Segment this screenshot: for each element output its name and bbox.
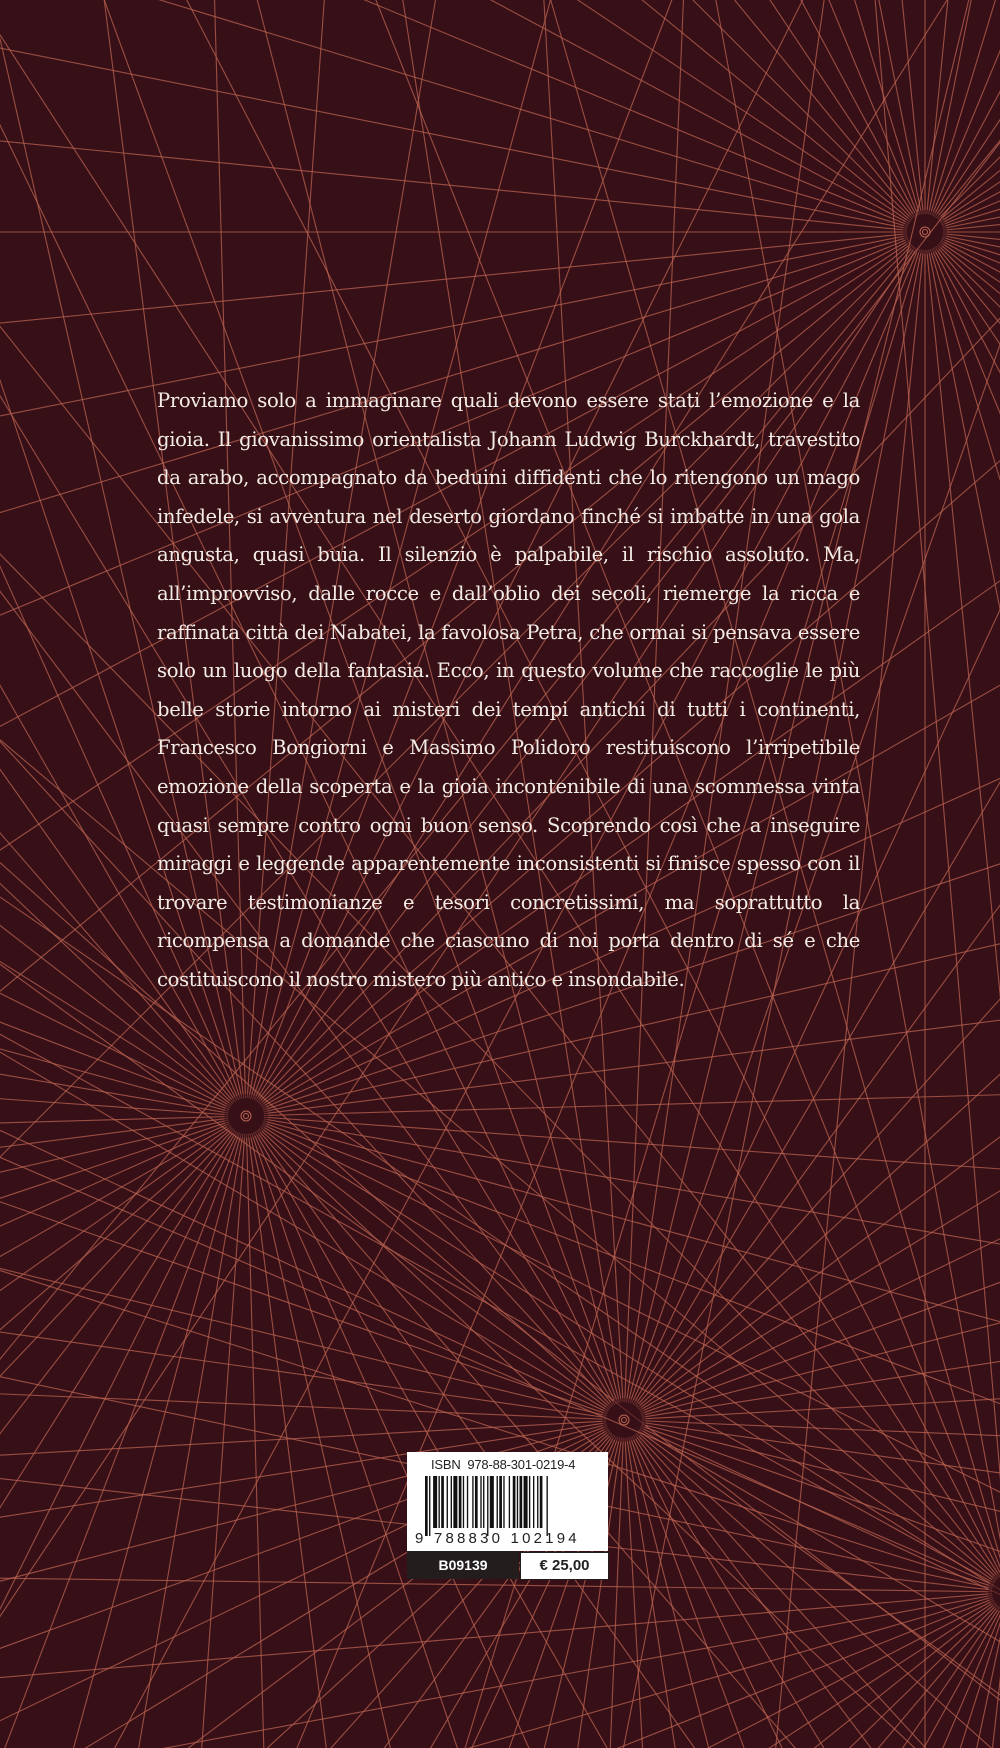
price-tag: € 25,00 [520,1552,609,1580]
isbn-barcode-label [407,1452,608,1579]
barcode-digits: 9 788830 102194 [415,1530,580,1547]
back-cover-blurb: Proviamo solo a immaginare quali devono essere stati l’emozione e la gioia. Il giovanissimo orientalista Johann Ludwig Burckhardt, travestito da arabo, accompagnato da beduini diffidenti che lo ritengono un mago infedele, si avventura nel deserto giordano finché si imbatte in una gola angusta, quasi buia. Il silenzio è palpabile, il rischio assoluto. Ma, all’improvviso, dalle rocce e dall’oblio dei secoli, riemerge la ricca e raffinata città dei Nabatei, la favolosa Petra, che ormai si pensava essere solo un luogo della fantasia. Ecco, in questo volume che raccoglie le più belle storie intorno ai misteri dei tempi antichi di tutti i continenti, Francesco Bongiorni e Massimo Polidoro restituiscono l’irripetibile emozione della scoperta e la gioia incontenibile di una scommessa vinta quasi sempre contro ogni buon senso. Scoprendo così che a inseguire miraggi e leggende apparentemente inconsistenti si finisce spesso con il trovare testimonianze e tesori concretissimi, ma soprattutto la ricompensa a domande che ciascuno di noi porta dentro di sé e che costituiscono il nostro mistero più antico e insondabile. [157,389,860,991]
product-code: B09139 [407,1551,519,1579]
isbn-number: ISBN 978-88-301-0219-4 [431,1457,576,1472]
barcode-bars-icon [425,1476,593,1536]
barcode-panel [407,1452,608,1551]
